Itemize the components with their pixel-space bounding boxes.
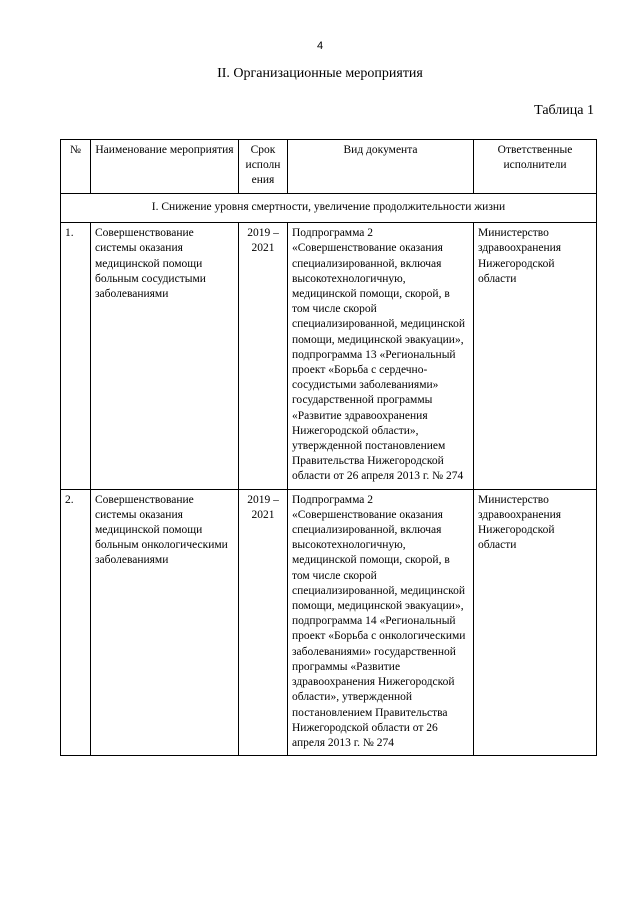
table-section-row	[61, 194, 597, 223]
header-number: №	[61, 140, 91, 194]
table-label: Таблица 1	[534, 103, 594, 118]
row-responsible: Министерство здравоохранения Нижегородской области	[474, 489, 597, 755]
table-header-row	[61, 140, 597, 194]
row-number: 1.	[61, 223, 91, 489]
row-term: 2019 – 2021	[239, 489, 288, 755]
table-row	[61, 223, 597, 489]
header-document-type: Вид документа	[288, 140, 474, 194]
row-number: 2.	[61, 489, 91, 755]
row-term: 2019 – 2021	[239, 223, 288, 489]
row-measure-name: Совершенствование системы оказания медицинской помощи больным сосудистыми заболеваниями	[91, 223, 239, 489]
section-heading: I. Снижение уровня смертности, увеличение продолжительности жизни	[61, 194, 597, 223]
row-responsible: Министерство здравоохранения Нижегородской области	[474, 223, 597, 489]
measures-table	[60, 139, 597, 756]
row-document-type: Подпрограмма 2 «Совершенствование оказания специализированной, включая высокотехнологичную, медицинской помощи, скорой, в том числе скорой специализированной, медицинской помощи, медицинской эвакуации», подпрограмма 14 «Региональный проект «Борьба с онкологическими заболеваниями» государственной программы «Развитие здравоохранения Нижегородской области», утвержденной постановлением Правительства Нижегородской области от 26 апреля 2013 г. № 274	[288, 489, 474, 755]
page-number: 4	[316, 40, 324, 52]
section-title: II. Организационные мероприятия	[217, 66, 423, 81]
row-document-type: Подпрограмма 2 «Совершенствование оказания специализированной, включая высокотехнологичную, медицинской помощи, скорой, в том числе скорой специализированной, медицинской помощи, медицинской эвакуации», подпрограмма 13 «Региональный проект «Борьба с сердечно-сосудистыми заболеваниями» государственной программы «Развитие здравоохранения Нижегородской области», утвержденной постановлением Правительства Нижегородской области от 26 апреля 2013 г. № 274	[288, 223, 474, 489]
table-row	[61, 489, 597, 755]
header-responsible: Ответственные исполнители	[474, 140, 597, 194]
header-term: Срок исполн ения	[239, 140, 288, 194]
row-measure-name: Совершенствование системы оказания медицинской помощи больным онкологическими заболеваниями	[91, 489, 239, 755]
header-measure-name: Наименование мероприятия	[91, 140, 239, 194]
